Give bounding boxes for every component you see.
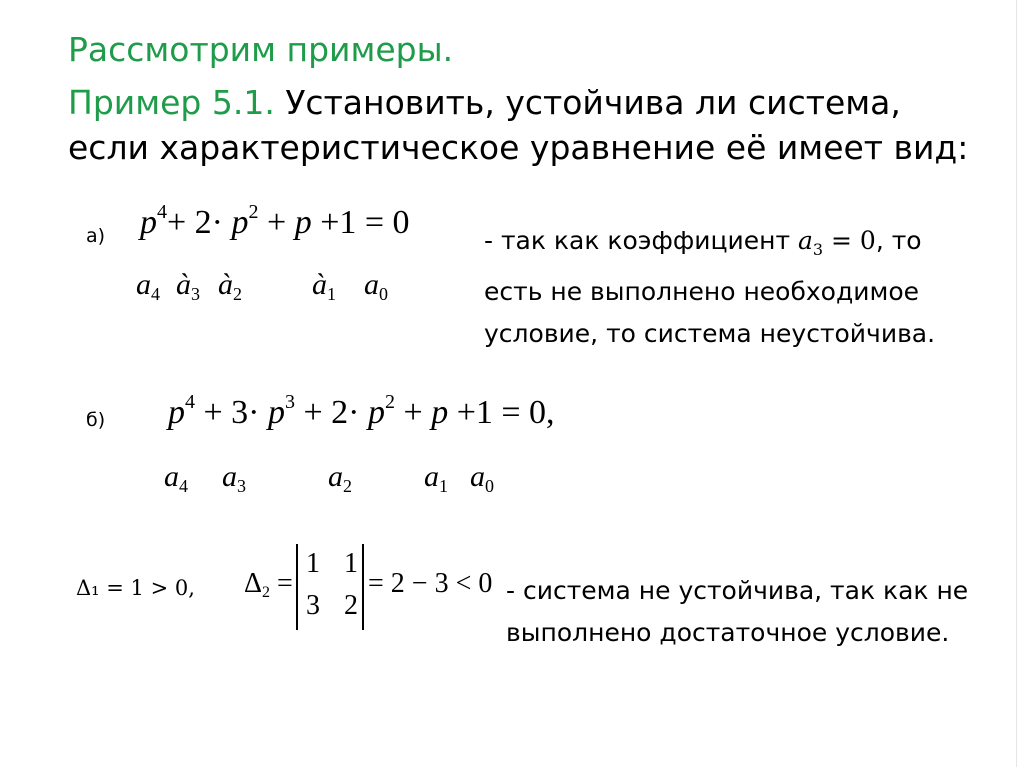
equation-b: $p^4 + 3\cdot p^3 + 2\cdot p^2 + p +1 = 0$,: [168, 391, 555, 431]
delta-1: Δ₁ = 1 > 0,: [76, 576, 195, 600]
note-a-math: $a_3 = 0$: [797, 226, 876, 259]
coef-a4: $a_4$: [136, 268, 160, 304]
matrix-cell: 3: [306, 590, 320, 621]
note-a-line-3: условие, то система неустойчива.: [484, 319, 936, 348]
coef-b4: $a_4$: [164, 460, 188, 496]
part-b-label: б): [86, 409, 106, 431]
matrix-cell: 1: [306, 548, 320, 579]
determinant-bar-right: [362, 544, 364, 630]
coef-b2: $a_2$: [328, 460, 352, 496]
example-label: Пример 5.1.: [68, 83, 275, 122]
note-a-line-1: - так как коэффициент $a_3 = 0$, то: [484, 226, 922, 259]
note-b-line-1: - система не устойчива, так как не: [506, 576, 969, 605]
slide-edge: [1016, 0, 1017, 767]
task-line: [68, 83, 901, 123]
coef-b3: $a_3$: [222, 460, 246, 496]
task-text: Установить, устойчива ли система,: [274, 83, 901, 122]
note-a-line-2: есть не выполнено необходимое: [484, 277, 920, 306]
coef-a2: $à_2$: [218, 268, 242, 304]
determinant-bar-left: [296, 544, 298, 630]
note-b: [506, 570, 968, 654]
equation-a: $p^4+ 2\cdot p^2 + p +1 = 0$: [140, 201, 410, 241]
coef-b1: $a_1$: [424, 460, 448, 496]
coefficients-b: [0, 460, 520, 500]
coef-a1: $à_1$: [312, 268, 336, 304]
note-b-line-2: выполнено достаточное условие.: [506, 618, 950, 647]
delta-2-label: $\Delta_2$ =: [244, 568, 293, 601]
slide-title: Рассмотрим примеры.: [68, 30, 454, 69]
note-a: [484, 220, 935, 355]
coefficients-a: [0, 268, 460, 308]
delta-2-result: = 2 − 3 < 0: [368, 568, 493, 599]
matrix-cell: 2: [344, 590, 358, 621]
coef-a0: $a_0$: [364, 268, 388, 304]
coef-b0: $a_0$: [470, 460, 494, 496]
task-line-2: если характеристическое уравнение её имеет вид:: [68, 128, 969, 167]
part-a-label: а): [86, 225, 106, 247]
coef-a3: $à_3$: [176, 268, 200, 304]
matrix-cell: 1: [344, 548, 358, 579]
